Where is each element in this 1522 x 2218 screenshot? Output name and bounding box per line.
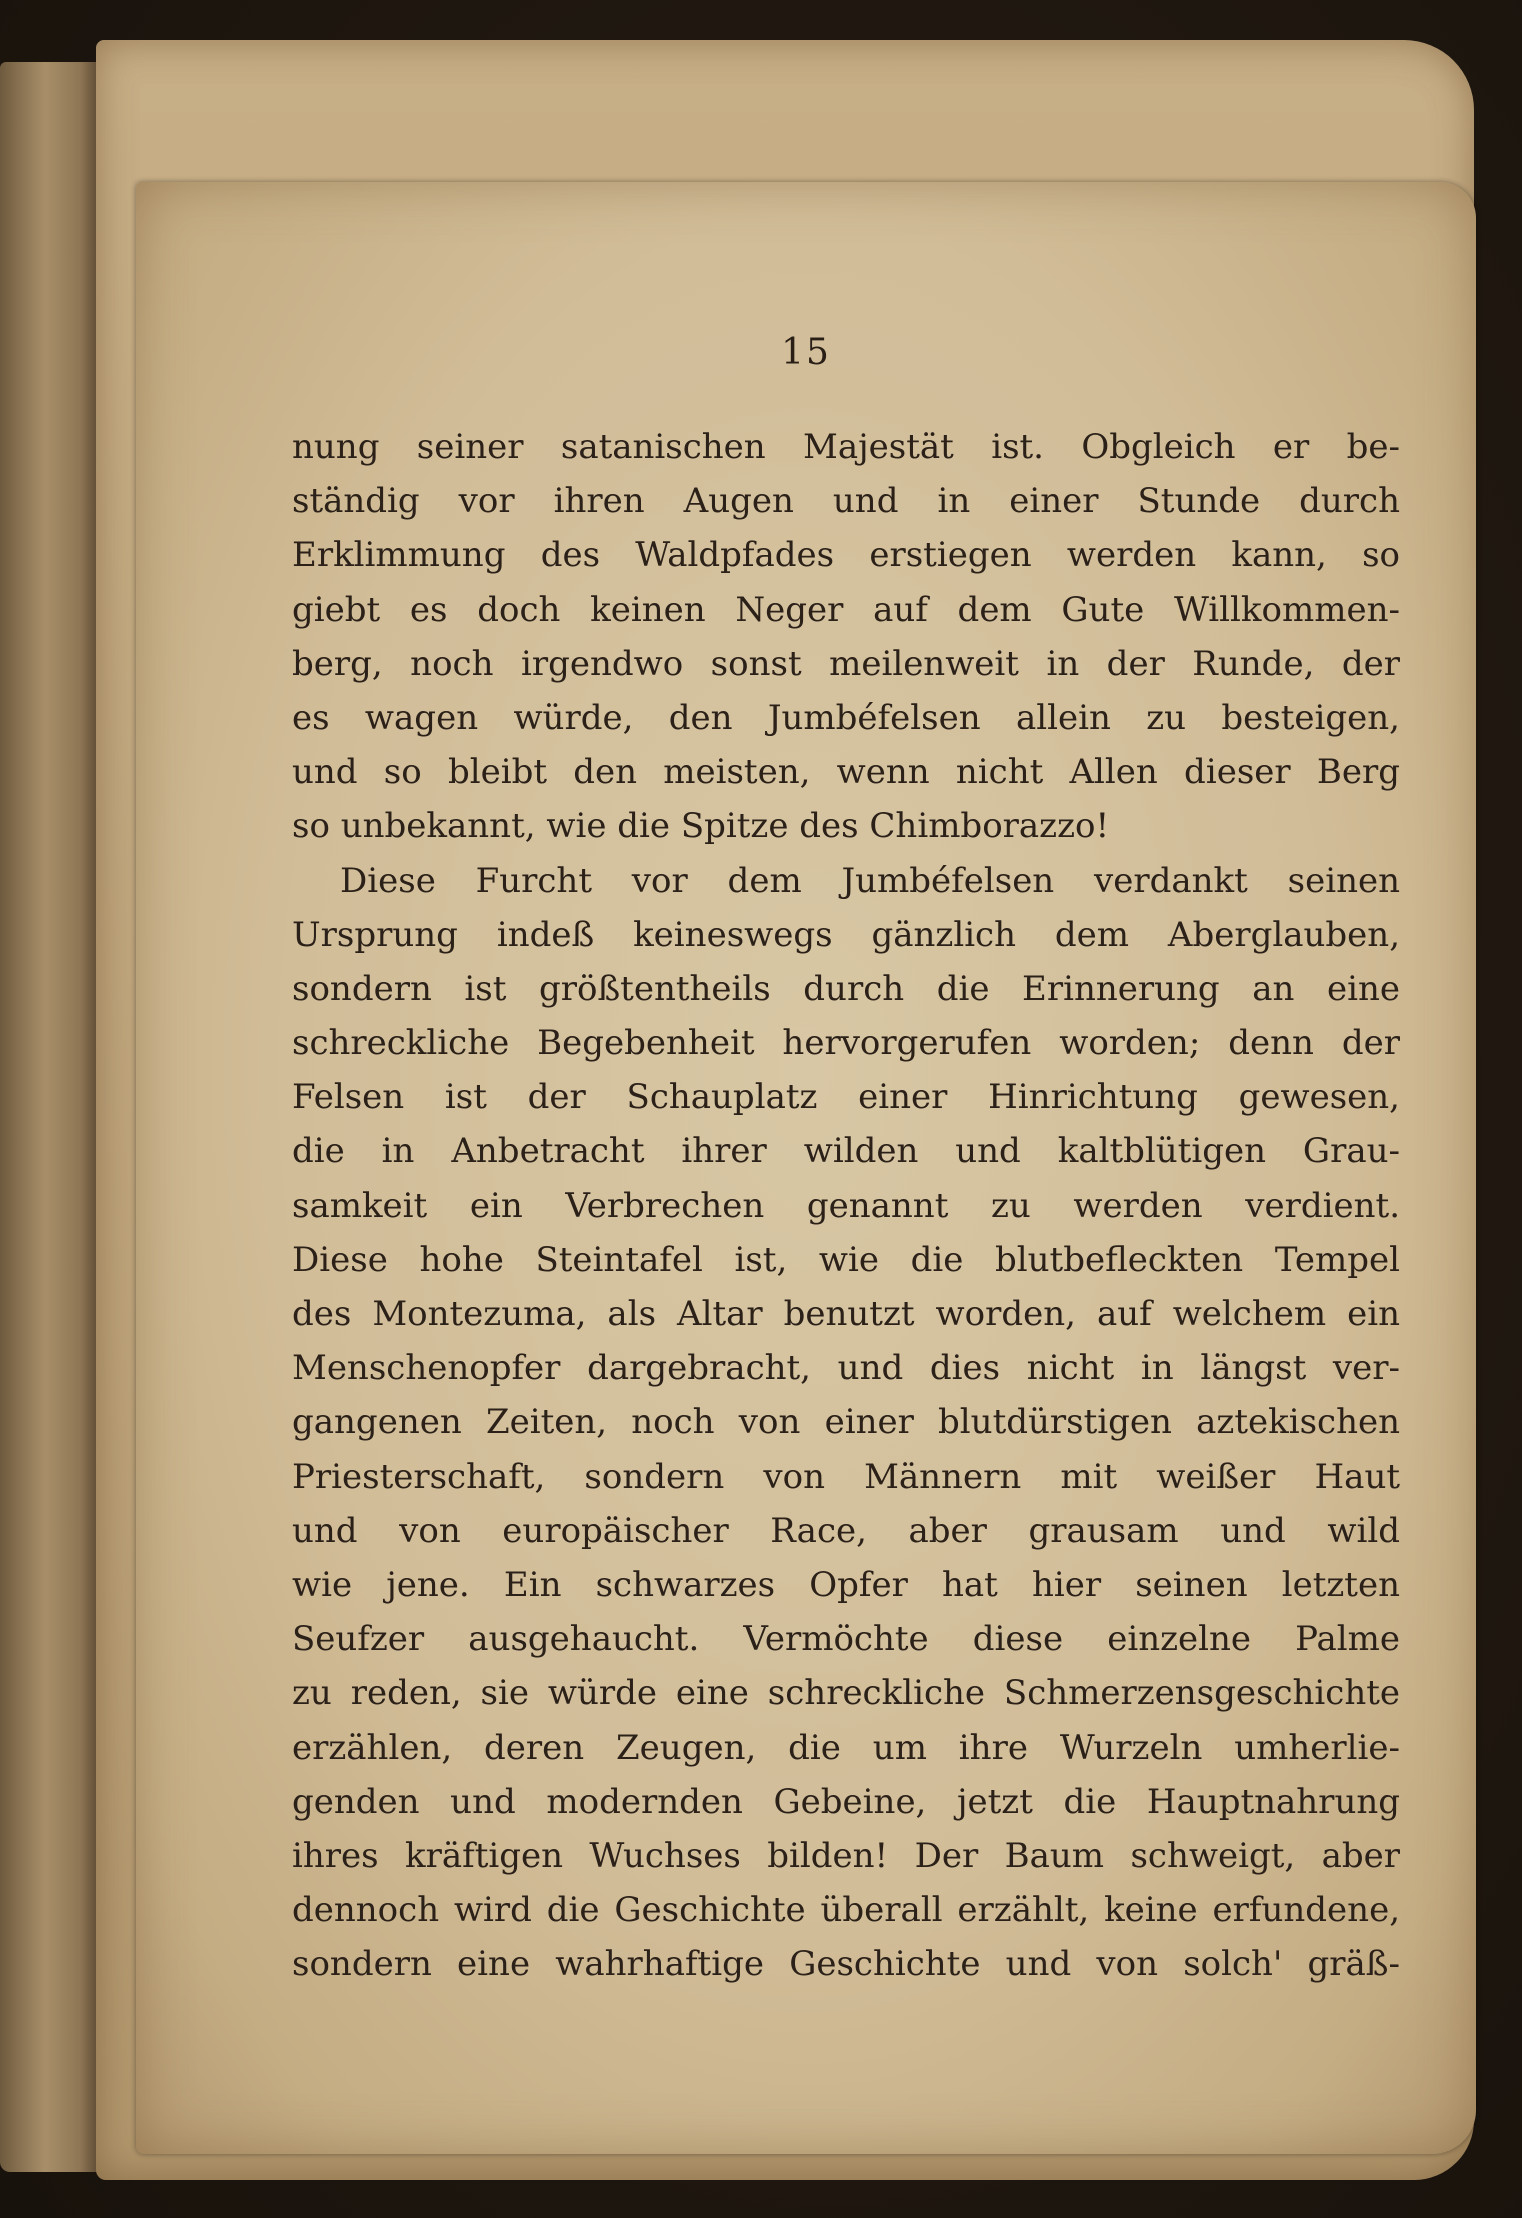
- text-line: Erklimmung des Waldpfades erstiegen werden kann, so: [292, 535, 1400, 576]
- text-line: Felsen ist der Schauplatz einer Hinrichtung gewesen,: [292, 1077, 1400, 1118]
- text-line: gangenen Zeiten, noch von einer blutdürstigen aztekischen: [292, 1402, 1400, 1443]
- text-line: des Montezuma, als Altar benutzt worden, auf welchem ein: [292, 1294, 1400, 1334]
- text-line: Diese hohe Steintafel ist, wie die blutbefleckten Tempel: [292, 1239, 1400, 1280]
- text-line: samkeit ein Verbrechen genannt zu werden verdient.: [292, 1185, 1400, 1226]
- text-line: sondern ist größtentheils durch die Erinnerung an eine: [292, 968, 1400, 1009]
- text-line: nung seiner satanischen Majestät ist. Obgleich er be-: [292, 427, 1400, 467]
- text-line: ihres kräftigen Wuchses bilden! Der Baum schweigt, aber: [292, 1835, 1400, 1876]
- text-line: und so bleibt den meisten, wenn nicht Allen dieser Berg: [292, 752, 1400, 793]
- text-line: Priesterschaft, sondern von Männern mit weißer Haut: [292, 1456, 1400, 1497]
- text-line: giebt es doch keinen Neger auf dem Gute Willkommen-: [292, 589, 1400, 630]
- text-line: zu reden, sie würde eine schreckliche Schmerzensgeschichte: [292, 1673, 1400, 1714]
- text-line: berg, noch irgendwo sonst meilenweit in der Runde, der: [292, 643, 1400, 684]
- text-line: dennoch wird die Geschichte überall erzählt, keine erfundene,: [292, 1890, 1400, 1931]
- text-line: so unbekannt, wie die Spitze des Chimborazzo!: [292, 806, 1110, 847]
- text-line: schreckliche Begebenheit hervorgerufen worden; denn der: [292, 1023, 1400, 1064]
- text-line: Ursprung indeß keineswegs gänzlich dem Aberglauben,: [292, 914, 1400, 955]
- text-line: ständig vor ihren Augen und in einer Stunde durch: [292, 481, 1400, 522]
- text-line: und von europäischer Race, aber grausam und wild: [292, 1510, 1400, 1551]
- text-line: die in Anbetracht ihrer wilden und kaltblütigen Grau-: [292, 1131, 1400, 1172]
- page-number: 15: [781, 332, 831, 373]
- text-line: erzählen, deren Zeugen, die um ihre Wurzeln umherlie-: [292, 1727, 1400, 1768]
- page-body-text: [292, 420, 1400, 1991]
- text-line: wie jene. Ein schwarzes Opfer hat hier seinen letzten: [292, 1564, 1400, 1605]
- text-line: Diese Furcht vor dem Jumbéfelsen verdankt seinen: [340, 860, 1400, 901]
- previous-page-edge: [0, 62, 100, 2172]
- text-line: genden und modernden Gebeine, jetzt die Hauptnahrung: [292, 1781, 1400, 1822]
- text-line: Seufzer ausgehaucht. Vermöchte diese einzelne Palme: [292, 1619, 1400, 1660]
- text-line: sondern eine wahrhaftige Geschichte und von solch' gräß-: [292, 1944, 1400, 1985]
- text-line: es wagen würde, den Jumbéfelsen allein zu besteigen,: [292, 697, 1400, 738]
- text-line: Menschenopfer dargebracht, und dies nicht in längst ver-: [292, 1348, 1400, 1389]
- book-page: [136, 182, 1476, 2154]
